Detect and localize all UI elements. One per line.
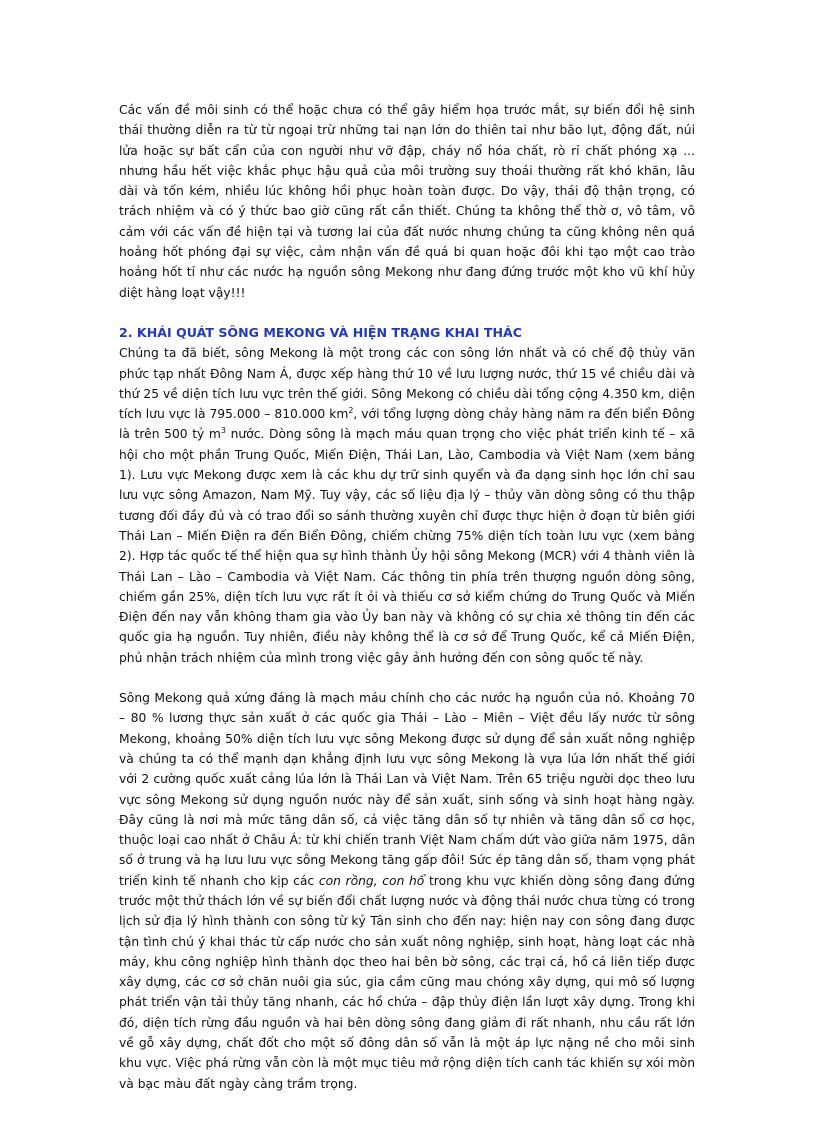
- text-run: trong khu vực khiến dòng sông đang đứng trước một thử thách lớn về sự biến đổi chất lượng nước và động thái nước chưa từng có trong lịch sử địa lý hình thành con sông từ kỷ Tân sinh cho đến nay: hiện nay con sông đang được tận tình chú ý khai thác từ cấp nước cho sản xuất nông nghiệp, sinh hoạt, hàng loạt các nhà máy, khu công nghiệp hình thành dọc theo hai bên bờ sông, các trại cá, hồ cá liên tiếp được xây dựng, các cơ sở chăn nuôi gia súc, gia cầm cũng mau chóng xây dựng, qui mô số lượng phát triển vận tải thủy tăng nhanh, các hồ chứa – đập thủy điện lần lượt xây dựng. Trong khi đó, diện tích rừng đầu nguồn và hai bên dòng sông đang giảm đi rất nhanh, nhu cầu rất lớn về gỗ xây dựng, chất đốt cho một số đông dân số vẫn là một áp lực nặng nề cho môi sinh khu vực. Việc phá rừng vẫn còn là một mục tiêu mở rộng diện tích canh tác khiến sự xói mòn và bạc màu đất ngày càng trầm trọng.: [119, 873, 696, 1091]
- text-run: , với tổng lượng dòng chảy hàng năm ra đến biển Đông là trên 500 tỷ m: [119, 407, 695, 442]
- superscript-2: 2: [348, 406, 354, 416]
- superscript-3: 3: [220, 426, 226, 436]
- text-run: Sông Mekong quả xứng đáng là mạch máu chính cho các nước hạ nguồn của nó. Khoảng 70 – 80 % lương thực sản xuất ở các quốc gia Thái – Lào – Miên – Việt đều lấy nước từ sông Mekong, khoảng 50% diện tích lưu vực sông Mekong được sử dụng để sản xuất nông nghiệp và chúng ta có thể mạnh dạn khẳng định lưu vực sông Mekong là vựa lúa lớn nhất thế giới với 2 cường quốc xuất cảng lúa lớn là Thái Lan và Việt Nam. Trên 65 triệu người dọc theo lưu vực sông Mekong sử dụng nguồn nước này để sản xuất, sinh sống và sinh hoạt hàng ngày. Đây cũng là nơi mà mức tăng dân số, cả việc tăng dân số tự nhiên và tăng dân số cơ học, thuộc loại cao nhất ở Châu Á: từ khi chiến tranh Việt Nam chấm dứt vào giữa năm 1975, dân số ở trung và hạ lưu lưu vực sông Mekong tăng gấp đôi! Sức ép tăng dân số, tham vọng phát triển kinh tế nhanh cho kịp các: [119, 691, 695, 888]
- intro-paragraph: Các vấn đề môi sinh có thể hoặc chưa có thể gây hiểm họa trước mắt, sự biến đổi hệ sinh thái thường diễn ra từ từ ngoại trừ những tai nạn lớn do thiên tai như bão lụt, động đất, núi lửa hoặc sự bất cẩn của con người như vỡ đập, cháy nổ hóa chất, rò rỉ chất phóng xạ ... nhưng hầu hết việc khắc phục hậu quả của môi trường suy thoái thường rất khó khăn, lâu dài và tốn kém, nhiều lúc không hồi phục hoàn toàn được. Do vậy, thái độ thận trọng, có trách nhiệm và có ý thức bao giờ cũng rất cần thiết. Chúng ta không thể thờ ơ, vô tâm, vô cảm với các vấn đề hiện tại và tương lai của đất nước nhưng chúng ta cũng không nên quá hoảng hốt phóng đại sự việc, cảm nhận vấn đề quá bi quan hoặc đôi khi tạo một cao trào hoảng hốt tỉ như các nước hạ nguồn sông Mekong như đang đứng trước một kho vũ khí hủy diệt hàng loạt vậy!!!: [119, 103, 695, 300]
- text-run: Chúng ta đã biết, sông Mekong là một trong các con sông lớn nhất và có chế độ thủy văn phức tạp nhất Đông Nam Á, được xếp hàng thứ 10 về lưu lượng nước, thứ 15 về chiều dài và thứ 25 về diện tích lưu vực trên thế giới. Sông Mekong có chiều dài tổng cộng 4.350 km, diện tích lưu vực là 795.000 – 810.000 km: [119, 346, 695, 422]
- mekong-lifeline-paragraph: [119, 688, 695, 1094]
- italic-phrase: con rồng, con hổ: [318, 873, 425, 888]
- text-run: nước. Dòng sông là mạch máu quan trọng cho việc phát triển kinh tế – xã hội cho một phần Trung Quốc, Miến Điện, Thái Lan, Lào, Cambodia và Việt Nam (xem bảng 1). Lưu vực Mekong được xem là các khu dự trữ sinh quyển và đa dạng sinh học lớn chỉ sau lưu vực sông Amazon, Nam Mỹ. Tuy vậy, các số liệu địa lý – thủy văn dòng sông có thu thập tương đối đầy đủ và có trao đổi so sánh thường xuyên chỉ được thực hiện ở đoạn từ biên giới Thái Lan – Miến Điện ra đến Biển Đông, chiếm chừng 75% diện tích toàn lưu vực (xem bảng 2). Hợp tác quốc tế thể hiện qua sự hình thành Ủy hội sông Mekong (MCR) với 4 thành viên là Thái Lan – Lào – Cambodia và Việt Nam. Các thông tin phía trên thượng nguồn dòng sông, chiếm gần 25%, diện tích lưu vực rất ít ỏi và thiếu cơ sở kiểm chứng do Trung Quốc và Miến Điện đến nay vẫn không tham gia vào Ủy ban này và không có sự chia xẻ thông tin đến các quốc gia hạ nguồn. Tuy nhiên, điều này không thể là cơ sở để Trung Quốc, kể cả Miến Điện, phủ nhận trách nhiệm của mình trong việc gây ảnh hưởng đến con sông quốc tế này.: [119, 427, 695, 665]
- document-page: [119, 100, 695, 1094]
- mekong-overview-paragraph: [119, 343, 695, 668]
- paragraph-gap: [119, 668, 695, 688]
- paragraph-gap: [119, 303, 695, 323]
- section-heading: 2. KHÁI QUÁT SÔNG MEKONG VÀ HIỆN TRẠNG KHAI THÁC: [119, 324, 522, 340]
